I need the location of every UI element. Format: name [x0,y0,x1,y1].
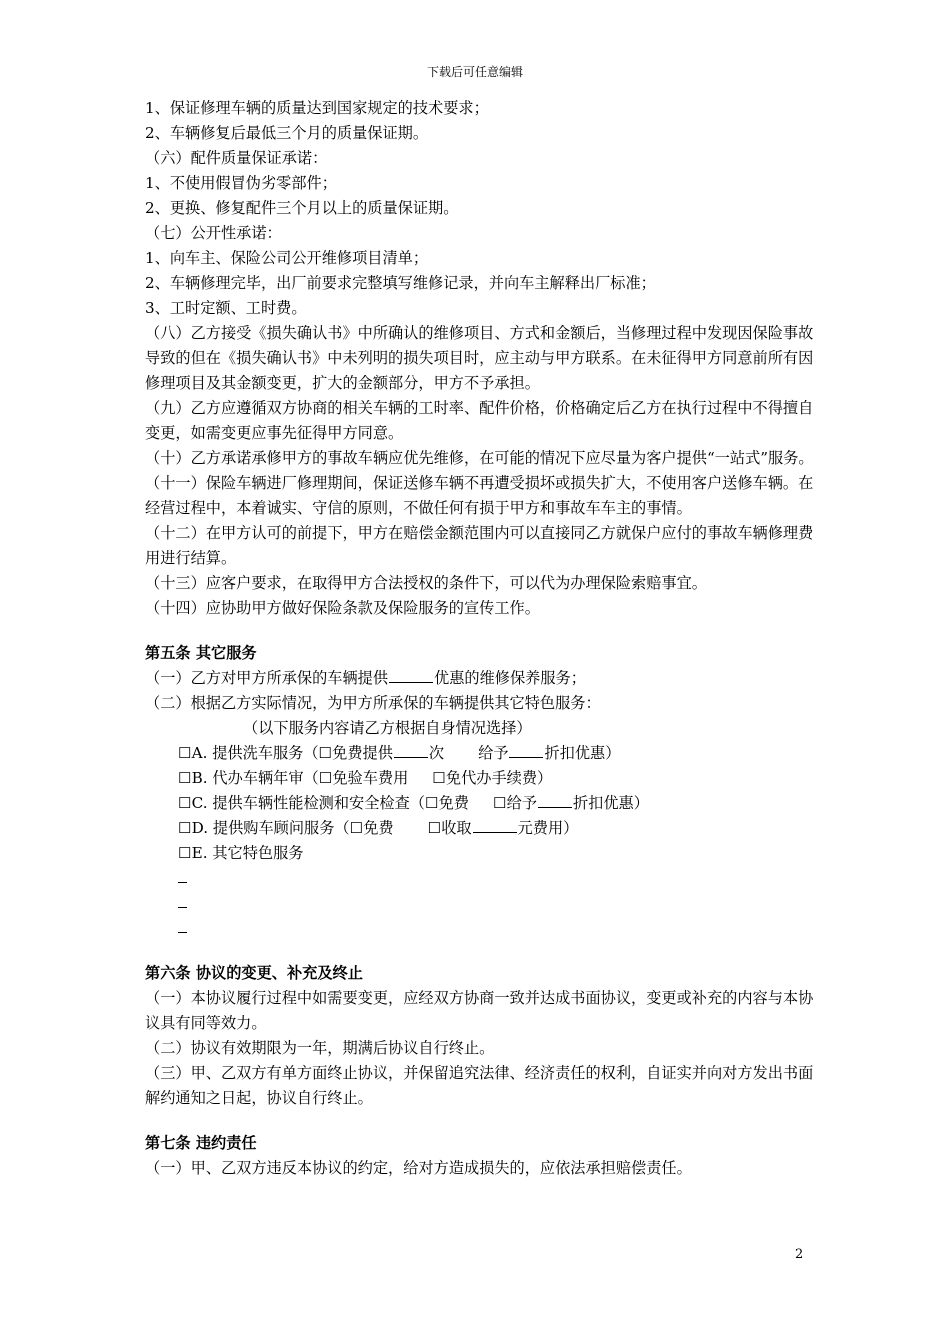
blank-field[interactable] [394,743,428,758]
checkbox-label[interactable]: ☐A. 提供洗车服务（☐免费提供 [178,744,393,762]
item-text: （一）乙方对甲方所承保的车辆提供 [145,669,388,687]
paragraph: 2、车辆修复后最低三个月的质量保证期。 [145,124,429,142]
selection-note: （以下服务内容请乙方根据自身情况选择） [243,719,532,737]
blank-field[interactable] [538,793,572,808]
option-c [145,791,815,816]
fill-line[interactable] [145,891,815,916]
option-text: 折扣优惠） [544,744,621,762]
option-text: 次 [428,744,445,762]
article-7-heading: 第七条 违约责任 [145,1134,257,1152]
checkbox-label[interactable]: ☐收取 [427,819,472,837]
spacer [145,1111,815,1131]
paragraph: （三）甲、乙双方有单方面终止协议，并保留追究法律、经济责任的权利，自证实并向对方发出书面解约通知之日起，协议自行终止。 [145,1064,814,1107]
paragraph: 1、保证修理车辆的质量达到国家规定的技术要求； [145,99,489,117]
paragraph: （十三）应客户要求，在取得甲方合法授权的条件下，可以代为办理保险索赔事宜。 [145,574,707,592]
page-header: 下载后可任意编辑 [426,65,523,79]
paragraph: （十一）保险车辆进厂修理期间，保证送修车辆不再遭受损坏或损失扩大，不使用客户送修车辆。在经营过程中，本着诚实、守信的原则，不做任何有损于甲方和事故车车主的事情。 [145,474,814,517]
paragraph: （十）乙方承诺承修甲方的事故车辆应优先维修，在可能的情况下应尽量为客户提供“一站式”服务。 [145,449,814,467]
paragraph: 3、工时定额、工时费。 [145,299,307,317]
document-body [145,96,815,1181]
paragraph: （十二）在甲方认可的前提下，甲方在赔偿金额范围内可以直接同乙方就保户应付的事故车辆修理费用进行结算。 [145,524,814,567]
blank-field[interactable] [389,668,433,683]
paragraph: 1、向车主、保险公司公开维修项目清单； [145,249,429,267]
article-5-item-2: （二）根据乙方实际情况，为甲方所承保的车辆提供其它特色服务： [145,694,601,712]
article-5-item-1 [145,666,815,691]
paragraph: 2、更换、修复配件三个月以上的质量保证期。 [145,199,459,217]
option-text: 给予 [478,744,509,762]
item-text: 优惠的维修保养服务； [434,669,586,687]
option-d [145,816,815,841]
checkbox-label[interactable]: ☐C. 提供车辆性能检测和安全检查（☐免费 [178,794,469,812]
option-b [145,766,815,791]
article-5-heading: 第五条 其它服务 [145,644,257,662]
option-text: 元费用） [517,819,579,837]
article-6-heading: 第六条 协议的变更、补充及终止 [145,964,363,982]
paragraph: （六）配件质量保证承诺： [145,149,328,167]
paragraph: 1、不使用假冒伪劣零部件； [145,174,337,192]
option-text: 折扣优惠） [572,794,649,812]
fill-line[interactable] [145,866,815,891]
paragraph: （一）本协议履行过程中如需要变更，应经双方协商一致并达成书面协议，变更或补充的内容与本协议具有同等效力。 [145,989,814,1032]
blank-field[interactable] [509,743,543,758]
paragraph: （一）甲、乙双方违反本协议的约定，给对方造成损失的，应依法承担赔偿责任。 [145,1159,692,1177]
paragraph: （八）乙方接受《损失确认书》中所确认的维修项目、方式和金额后，当修理过程中发现因保险事故导致的但在《损失确认书》中未列明的损失项目时，应主动与甲方联系。在未征得甲方同意前所有因修理项目及其金额变更，扩大的金额部分，甲方不予承担。 [145,324,814,392]
blank-field[interactable] [473,818,517,833]
spacer [145,941,815,961]
option-a [145,741,815,766]
checkbox-label[interactable]: ☐免代办手续费） [432,769,553,787]
fill-line[interactable] [145,916,815,941]
paragraph: （二）协议有效期限为一年，期满后协议自行终止。 [145,1039,495,1057]
paragraph: 2、车辆修理完毕，出厂前要求完整填写维修记录，并向车主解释出厂标准； [145,274,656,292]
option-e[interactable]: ☐E. 其它特色服务 [178,844,304,862]
checkbox-label[interactable]: ☐给予 [492,794,537,812]
paragraph: （九）乙方应遵循双方协商的相关车辆的工时率、配件价格，价格确定后乙方在执行过程中不得擅自变更，如需变更应事先征得甲方同意。 [145,399,814,442]
spacer [145,621,815,641]
paragraph: （七）公开性承诺： [145,224,282,242]
page-number: 2 [795,1247,804,1262]
paragraph: （十四）应协助甲方做好保险条款及保险服务的宣传工作。 [145,599,540,617]
checkbox-label[interactable]: ☐D. 提供购车顾问服务（☐免费 [178,819,394,837]
checkbox-label[interactable]: ☐B. 代办车辆年审（☐免验车费用 [178,769,409,787]
